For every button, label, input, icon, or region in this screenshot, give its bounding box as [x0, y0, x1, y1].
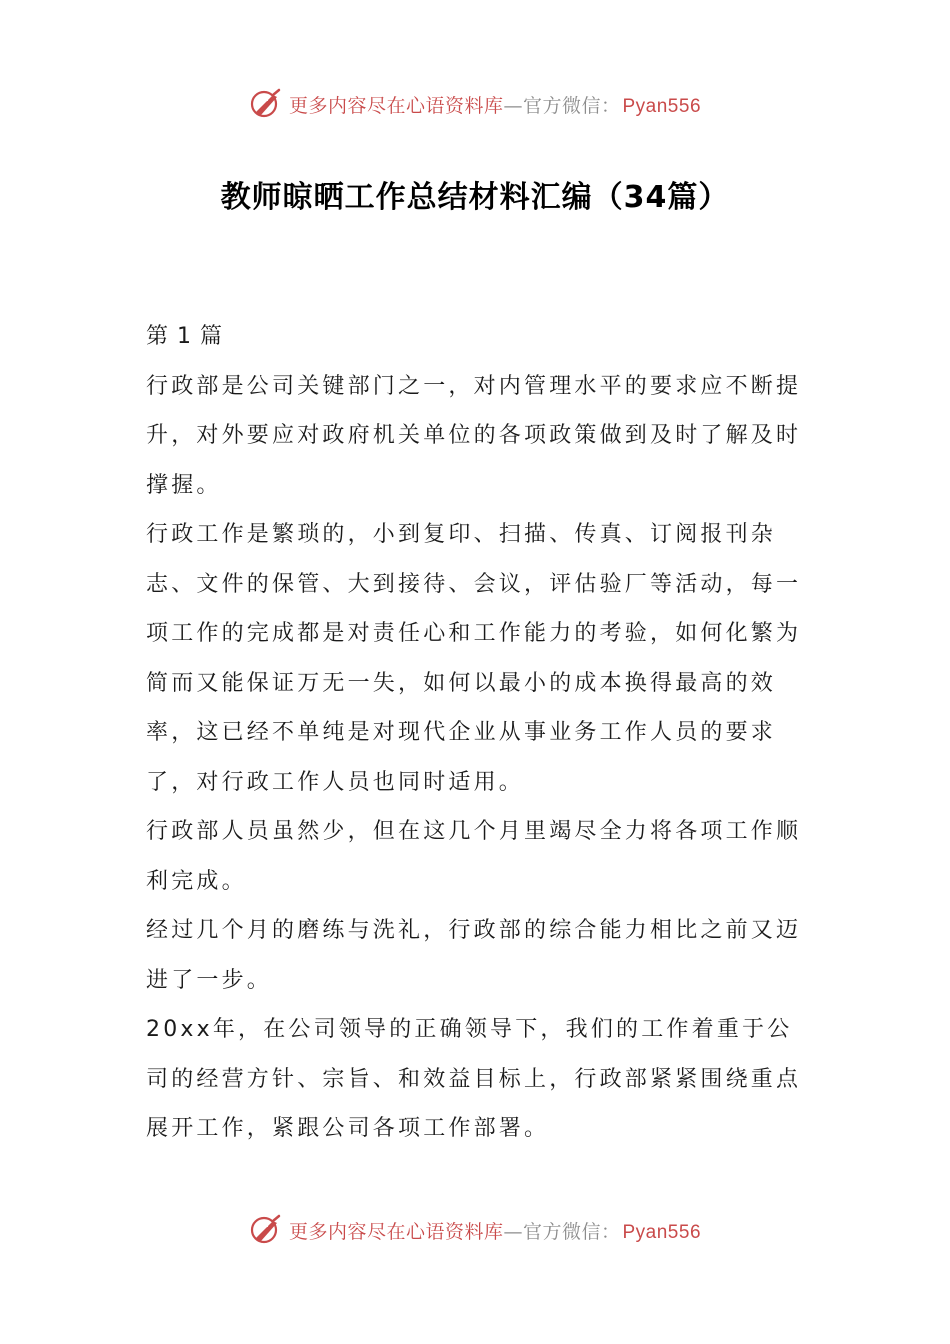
paragraph: 行政部是公司关键部门之一，对内管理水平的要求应不断提升，对外要应对政府机关单位的各项政策做到及时了解及时撑握。: [146, 373, 802, 498]
paragraph: 20xx年，在公司领导的正确领导下，我们的工作着重于公司的经营方针、宗旨、和效益目标上，行政部紧紧围绕重点展开工作，紧跟公司各项工作部署。: [146, 1017, 802, 1141]
banner-official-label: 官方微信：: [522, 94, 621, 117]
banner-wechat-id: Pyan556: [622, 95, 702, 117]
header-banner: [0, 84, 950, 124]
banner-official-label: 官方微信：: [522, 1220, 621, 1243]
paragraph: 行政部人员虽然少，但在这几个月里竭尽全力将各项工作顺利完成。: [146, 819, 802, 894]
pen-logo-icon: [249, 1213, 283, 1247]
banner-text: [289, 91, 701, 118]
pen-logo-icon: [249, 87, 283, 121]
banner-dash: —: [503, 94, 523, 117]
banner-main-text: 更多内容尽在心语资料库: [288, 1220, 504, 1243]
banner-dash: —: [503, 1220, 523, 1243]
banner-main-text: 更多内容尽在心语资料库: [288, 94, 504, 117]
document-title: 教师晾晒工作总结材料汇编（34篇）: [220, 180, 730, 215]
paragraph: 经过几个月的磨练与洗礼，行政部的综合能力相比之前又迈进了一步。: [146, 918, 802, 993]
banner-text: [289, 1217, 701, 1244]
footer-banner: [0, 1210, 950, 1250]
paragraph: 行政工作是繁琐的，小到复印、扫描、传真、订阅报刊杂志、文件的保管、大到接待、会议，评估验厂等活动，每一项工作的完成都是对责任心和工作能力的考验，如何化繁为简而又能保证万无一失，如何以最小的成本换得最高的效率，这已经不单纯是对现代企业从事业务工作人员的要求了，对行政工作人员也同时适用。: [146, 522, 802, 795]
banner-wechat-id: Pyan556: [622, 1221, 702, 1243]
section-heading: 第 1 篇: [146, 324, 223, 349]
document-body: [146, 312, 806, 1154]
